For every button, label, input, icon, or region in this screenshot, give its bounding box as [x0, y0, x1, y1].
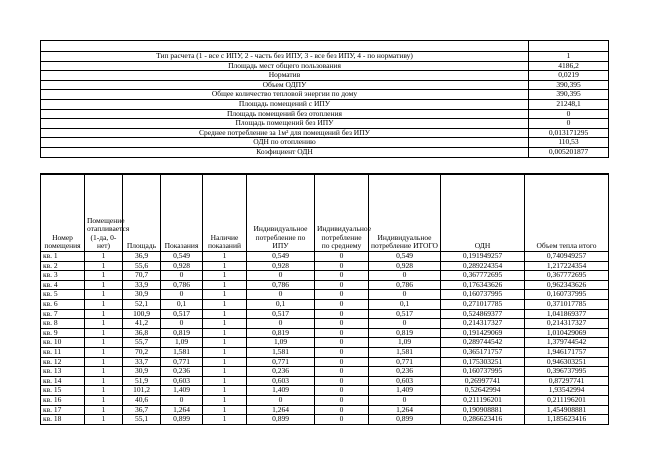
parameter-label: Коэфициент ОДН — [41, 147, 529, 157]
table-cell: кв. 13 — [41, 367, 85, 377]
table-cell: 0,786 — [369, 280, 441, 290]
table-cell: 0 — [315, 319, 369, 329]
parameter-label: Площадь помещений с ИПУ — [41, 99, 529, 109]
table-cell: 0 — [369, 290, 441, 300]
table-cell: 0,517 — [369, 309, 441, 319]
table-cell: кв. 2 — [41, 261, 85, 271]
table-cell: 1 — [85, 271, 123, 281]
table-cell: 0 — [161, 395, 203, 405]
table-cell: 0,236 — [247, 367, 315, 377]
table-cell: 0 — [315, 280, 369, 290]
table-cell: кв. 6 — [41, 299, 85, 309]
header-individual-ipu: Индивидуальное потребление по ИПУ — [247, 175, 315, 252]
table-cell: кв. 17 — [41, 405, 85, 415]
table-cell: 1 — [203, 299, 247, 309]
table-cell: 0,371017785 — [525, 299, 609, 309]
table-cell: 0 — [161, 290, 203, 300]
table-cell: 1 — [203, 290, 247, 300]
header-row — [41, 175, 609, 252]
table-cell: кв. 16 — [41, 395, 85, 405]
parameter-value: 390,395 — [529, 90, 609, 100]
table-row — [41, 271, 609, 281]
table-cell: 1 — [85, 367, 123, 377]
table-cell: 0,517 — [247, 309, 315, 319]
table-cell: 0,87297741 — [525, 376, 609, 386]
table-cell: 0 — [315, 309, 369, 319]
table-row — [41, 347, 609, 357]
parameter-row — [41, 99, 609, 109]
table-cell: 0,26997741 — [441, 376, 525, 386]
table-row — [41, 395, 609, 405]
table-cell: 36,7 — [123, 405, 161, 415]
table-cell: 0 — [161, 319, 203, 329]
apartments-table — [40, 173, 609, 425]
table-cell: 0,160737995 — [441, 367, 525, 377]
table-cell: 1 — [85, 405, 123, 415]
header-area: Площадь — [123, 175, 161, 252]
table-cell: 0 — [315, 415, 369, 425]
table-cell: 0,1 — [369, 299, 441, 309]
parameter-row — [41, 138, 609, 148]
table-cell: кв. 18 — [41, 415, 85, 425]
table-cell: 1 — [85, 338, 123, 348]
table-cell: 1,09 — [161, 338, 203, 348]
table-cell: 0,191949257 — [441, 252, 525, 262]
table-row — [41, 405, 609, 415]
table-cell: 0 — [315, 367, 369, 377]
table-row — [41, 309, 609, 319]
table-cell: 0 — [315, 328, 369, 338]
parameter-row — [41, 128, 609, 138]
table-cell: 0 — [315, 252, 369, 262]
table-row — [41, 328, 609, 338]
table-cell: 0 — [315, 357, 369, 367]
table-cell: 0,160737995 — [441, 290, 525, 300]
table-cell: 0 — [315, 395, 369, 405]
table-row — [41, 252, 609, 262]
table-row — [41, 367, 609, 377]
table-cell: 1 — [85, 376, 123, 386]
parameter-label: Площадь помещений без ИПУ — [41, 119, 529, 129]
table-cell: 1,454908881 — [525, 405, 609, 415]
table-cell: 1 — [203, 328, 247, 338]
table-cell: 30,9 — [123, 367, 161, 377]
table-cell: 0 — [315, 386, 369, 396]
table-cell: 1 — [203, 395, 247, 405]
table-cell: 55,7 — [123, 338, 161, 348]
table-cell: 0,819 — [369, 328, 441, 338]
table-cell: кв. 1 — [41, 252, 85, 262]
table-cell: 0,740949257 — [525, 252, 609, 262]
table-cell: 0,517 — [161, 309, 203, 319]
table-cell: 0,396737995 — [525, 367, 609, 377]
table-cell: 1 — [203, 271, 247, 281]
table-cell: 1,946171757 — [525, 347, 609, 357]
parameter-label: ОДН по отоплению — [41, 138, 529, 148]
table-cell: 1,217224354 — [525, 261, 609, 271]
table-cell: 0,786 — [247, 280, 315, 290]
parameter-value: 0 — [529, 119, 609, 129]
table-cell: кв. 15 — [41, 386, 85, 396]
parameter-label: Площадь мест общего пользования — [41, 61, 529, 71]
table-row — [41, 376, 609, 386]
table-cell: 0 — [369, 319, 441, 329]
table-row — [41, 357, 609, 367]
table-cell: 1 — [85, 309, 123, 319]
table-cell: 1 — [85, 357, 123, 367]
table-cell: 0,603 — [161, 376, 203, 386]
table-cell: 0 — [315, 376, 369, 386]
parameters-table — [40, 40, 609, 158]
table-cell: 1 — [203, 261, 247, 271]
parameter-label: Норматив — [41, 71, 529, 81]
table-cell: 1,185623416 — [525, 415, 609, 425]
table-cell: 0,549 — [369, 252, 441, 262]
table-cell: 0,899 — [247, 415, 315, 425]
table-cell: 0,52642994 — [441, 386, 525, 396]
table-cell: 0,899 — [369, 415, 441, 425]
table-cell: 0,603 — [247, 376, 315, 386]
table-cell: 52,1 — [123, 299, 161, 309]
header-room-number: Номер помещения — [41, 175, 85, 252]
table-cell: 0,819 — [247, 328, 315, 338]
table-cell: 0,549 — [247, 252, 315, 262]
table-row — [41, 338, 609, 348]
table-cell: 55,1 — [123, 415, 161, 425]
table-cell: 1 — [203, 405, 247, 415]
table-cell: 0,286623416 — [441, 415, 525, 425]
table-cell: 1 — [203, 376, 247, 386]
table-cell: 0 — [161, 271, 203, 281]
parameter-value: 0,013171295 — [529, 128, 609, 138]
table-cell: 100,9 — [123, 309, 161, 319]
table-cell: 1,93542994 — [525, 386, 609, 396]
parameter-row — [41, 147, 609, 157]
table-cell: 41,2 — [123, 319, 161, 329]
table-cell: 0,289744542 — [441, 338, 525, 348]
table-cell: 0,524869377 — [441, 309, 525, 319]
table-cell: 1 — [203, 309, 247, 319]
header-odn: ОДН — [441, 175, 525, 252]
table-cell: 1 — [85, 395, 123, 405]
table-row — [41, 299, 609, 309]
table-cell: 1 — [85, 328, 123, 338]
table-cell: 1 — [85, 415, 123, 425]
table-cell: 1 — [203, 415, 247, 425]
table-cell: 0 — [247, 271, 315, 281]
table-cell: 0,236 — [369, 367, 441, 377]
header-heated: Помещение отапливается (1-да, 0-нет) — [85, 175, 123, 252]
table-cell: 0,271017785 — [441, 299, 525, 309]
table-cell: 36,9 — [123, 252, 161, 262]
table-cell: кв. 3 — [41, 271, 85, 281]
table-row — [41, 290, 609, 300]
table-cell: 36,8 — [123, 328, 161, 338]
table-cell: 1 — [85, 386, 123, 396]
parameter-row — [41, 71, 609, 81]
table-cell: 0,771 — [369, 357, 441, 367]
table-cell: 1 — [203, 252, 247, 262]
table-cell: 1 — [203, 280, 247, 290]
table-cell: 0,771 — [161, 357, 203, 367]
table-cell: кв. 12 — [41, 357, 85, 367]
header-individual-total: Индивидуальное потребление ИТОГО — [369, 175, 441, 252]
parameter-value: 110,53 — [529, 138, 609, 148]
table-cell: 1 — [203, 347, 247, 357]
table-row — [41, 319, 609, 329]
table-cell: 0,214317327 — [525, 319, 609, 329]
table-cell: кв. 4 — [41, 280, 85, 290]
table-cell: 70,2 — [123, 347, 161, 357]
table-cell: 1,409 — [369, 386, 441, 396]
table-cell: 0,175303251 — [441, 357, 525, 367]
table-cell: 0 — [315, 271, 369, 281]
table-cell: 0,1 — [247, 299, 315, 309]
table-cell: 0,365171757 — [441, 347, 525, 357]
parameter-value: 0,005201877 — [529, 147, 609, 157]
header-individual-average: Индивидуальное потребление по среднему — [315, 175, 369, 252]
table-cell: 33,7 — [123, 357, 161, 367]
table-cell: 1,379744542 — [525, 338, 609, 348]
table-cell: 51,9 — [123, 376, 161, 386]
table-cell: 0 — [247, 290, 315, 300]
table-cell: 0 — [315, 299, 369, 309]
table-cell: 0,962343626 — [525, 280, 609, 290]
table-cell: 0,603 — [369, 376, 441, 386]
table-row — [41, 415, 609, 425]
table-cell: 0 — [315, 405, 369, 415]
table-cell: 0 — [247, 395, 315, 405]
table-cell: кв. 14 — [41, 376, 85, 386]
table-cell: кв. 11 — [41, 347, 85, 357]
blank-row — [41, 41, 609, 52]
table-cell: 70,7 — [123, 271, 161, 281]
table-cell: 1,409 — [161, 386, 203, 396]
table-cell: 40,6 — [123, 395, 161, 405]
header-reading: Показания — [161, 175, 203, 252]
table-cell: 1 — [203, 338, 247, 348]
table-cell: 1,264 — [247, 405, 315, 415]
table-cell: 0,928 — [369, 261, 441, 271]
table-cell: 0,236 — [161, 367, 203, 377]
parameter-value: 390,395 — [529, 80, 609, 90]
table-cell: 1,409 — [247, 386, 315, 396]
table-cell: 0,819 — [161, 328, 203, 338]
table-cell: 30,9 — [123, 290, 161, 300]
table-cell: кв. 5 — [41, 290, 85, 300]
table-cell: 0,211196201 — [525, 395, 609, 405]
parameter-row — [41, 61, 609, 71]
table-row — [41, 261, 609, 271]
parameter-value: 0,0219 — [529, 71, 609, 81]
table-cell: 1,264 — [161, 405, 203, 415]
table-cell: 1 — [203, 319, 247, 329]
parameter-row — [41, 119, 609, 129]
table-cell: кв. 10 — [41, 338, 85, 348]
table-cell: 0 — [315, 347, 369, 357]
table-cell: 1,041869377 — [525, 309, 609, 319]
table-cell: 1 — [203, 386, 247, 396]
table-cell: 1 — [85, 319, 123, 329]
table-cell: 0,176343626 — [441, 280, 525, 290]
table-row — [41, 386, 609, 396]
table-cell: 1,264 — [369, 405, 441, 415]
table-cell: 0 — [369, 271, 441, 281]
parameter-label: Объем ОДПУ — [41, 80, 529, 90]
parameter-value: 1 — [529, 52, 609, 62]
table-cell: 0,946303251 — [525, 357, 609, 367]
header-heat-total: Объем тепла итого — [525, 175, 609, 252]
table-cell: 0,367772695 — [441, 271, 525, 281]
table-cell: 0,786 — [161, 280, 203, 290]
table-cell: 1,09 — [247, 338, 315, 348]
table-cell: 0,211196201 — [441, 395, 525, 405]
parameter-value: 21248,1 — [529, 99, 609, 109]
table-cell: 1,09 — [369, 338, 441, 348]
table-cell: 0 — [315, 261, 369, 271]
table-cell: 0,1 — [161, 299, 203, 309]
table-cell: 1,581 — [369, 347, 441, 357]
table-cell: 0 — [315, 338, 369, 348]
header-has-reading: Наличие показаний — [203, 175, 247, 252]
table-cell: 1 — [85, 280, 123, 290]
table-cell: 101,2 — [123, 386, 161, 396]
parameter-label: Площадь помещений без отопления — [41, 109, 529, 119]
table-cell: 1 — [85, 299, 123, 309]
table-cell: 0,191429069 — [441, 328, 525, 338]
table-cell: 0 — [247, 319, 315, 329]
table-cell: 1,010429069 — [525, 328, 609, 338]
table-cell: 1 — [85, 261, 123, 271]
table-cell: 1 — [85, 347, 123, 357]
table-cell: кв. 9 — [41, 328, 85, 338]
parameter-value: 4186,2 — [529, 61, 609, 71]
parameter-label: Тип расчета (1 - все с ИПУ, 2 - часть без ИПУ, 3 - все без ИПУ, 4 - по нормативу) — [41, 52, 529, 62]
table-cell: 1,581 — [247, 347, 315, 357]
table-cell: 0 — [315, 290, 369, 300]
table-cell: кв. 8 — [41, 319, 85, 329]
table-cell: 0,214317327 — [441, 319, 525, 329]
table-cell: 0,289224354 — [441, 261, 525, 271]
table-cell: кв. 7 — [41, 309, 85, 319]
table-cell: 1 — [85, 252, 123, 262]
table-cell: 0,190908881 — [441, 405, 525, 415]
table-cell: 1 — [203, 357, 247, 367]
table-cell: 0,928 — [247, 261, 315, 271]
table-cell: 1,581 — [161, 347, 203, 357]
table-cell: 33,9 — [123, 280, 161, 290]
table-cell: 1 — [203, 367, 247, 377]
table-row — [41, 280, 609, 290]
table-cell: 0,549 — [161, 252, 203, 262]
parameter-label: Общее количество тепловой энергии по дому — [41, 90, 529, 100]
table-cell: 55,6 — [123, 261, 161, 271]
table-cell: 0,771 — [247, 357, 315, 367]
parameter-value: 0 — [529, 109, 609, 119]
table-cell: 0 — [369, 395, 441, 405]
table-cell: 0,160737995 — [525, 290, 609, 300]
table-cell: 0,367772695 — [525, 271, 609, 281]
table-cell: 1 — [85, 290, 123, 300]
parameter-label: Среднее потребление за 1м² для помещений без ИПУ — [41, 128, 529, 138]
table-cell: 0,899 — [161, 415, 203, 425]
table-cell: 0,928 — [161, 261, 203, 271]
parameter-row — [41, 52, 609, 62]
